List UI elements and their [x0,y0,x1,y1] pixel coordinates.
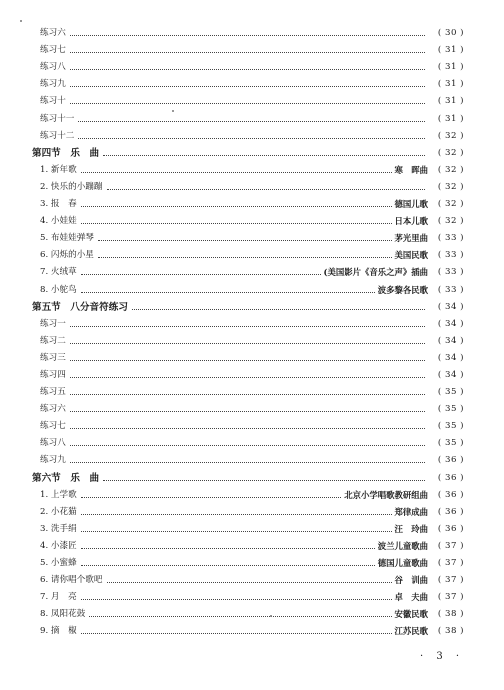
dot-leader [78,121,425,122]
toc-entry-page: ( 36 ) [437,472,464,483]
dot-leader [81,274,321,275]
toc-entry-title: 1. 上学歌 [40,489,77,500]
dot-leader [70,86,425,87]
toc-entry-title: 8. 凤阳花鼓 [40,609,86,620]
toc-entry [32,56,464,73]
toc-entry-author: 波多黎各民歌 [377,284,428,295]
toc-entry-page: ( 32 ) [437,181,464,192]
toc-entry [32,176,464,193]
dot-leader [81,172,392,173]
toc-entry-page: ( 31 ) [437,113,464,124]
scan-speck [270,615,272,617]
toc-entry-title: 练习九 [40,455,66,466]
toc-entry-title: 3. 洗手绢 [40,523,77,534]
toc-entry-title: 3. 报 春 [40,199,77,210]
table-of-contents [32,22,464,637]
toc-entry-page: ( 33 ) [437,267,464,278]
toc-entry-author: 德国儿童歌曲 [377,558,428,568]
toc-entry-page: ( 32 ) [437,164,464,175]
toc-entry [32,518,464,535]
toc-entry [32,586,464,603]
toc-entry-title: 9. 摘 椒 [40,626,77,637]
dot-leader [70,411,425,412]
toc-entry-page: ( 30 ) [437,28,464,39]
toc-entry [32,347,464,364]
toc-entry-page: ( 31 ) [437,62,464,73]
toc-entry-page: ( 36 ) [437,523,464,534]
toc-entry [32,22,464,39]
toc-entry [32,90,464,107]
toc-entry-page: ( 32 ) [437,130,464,141]
toc-entry [32,330,464,347]
toc-entry-page: ( 34 ) [437,335,464,346]
toc-entry [32,484,464,501]
toc-entry-author: 汪 玲曲 [394,523,428,534]
toc-entry [32,432,464,449]
toc-entry-author: (美国影片《音乐之声》插曲 [323,267,428,278]
toc-entry-author: 茅光里曲 [394,233,428,244]
dot-leader [78,138,425,139]
dot-leader [81,223,392,224]
toc-entry-page: ( 38 ) [437,609,464,620]
toc-entry-page: ( 37 ) [437,558,464,568]
toc-entry-page: ( 33 ) [437,250,464,261]
dot-leader [70,35,425,36]
toc-entry-title: 练习六 [40,28,66,39]
toc-entry-title: 8. 小鸵鸟 [40,284,77,295]
scan-speck [172,110,174,112]
toc-entry-author: 卓 夫曲 [394,592,428,603]
dot-leader [103,155,425,156]
toc-entry-title: 5. 小蜜蜂 [40,558,77,568]
dot-leader [70,52,425,53]
toc-entry-title: 练习二 [40,335,66,346]
dot-leader [107,189,426,190]
toc-entry-title: 练习八 [40,438,66,449]
toc-entry-author: 日本儿歌 [394,216,428,227]
toc-entry-title: 2. 快乐的小蹦蹦 [40,181,103,192]
toc-entry [32,552,464,569]
toc-entry-title: 第五节 八分音符练习 [32,301,128,313]
toc-entry-author: 波兰儿童歌曲 [377,540,428,551]
toc-entry-page: ( 32 ) [437,199,464,210]
toc-entry-title: 1. 新年歌 [40,164,77,175]
toc-entry [32,73,464,90]
toc-entry [32,244,464,261]
toc-entry [32,39,464,56]
dot-leader [70,343,425,344]
toc-entry-page: ( 31 ) [437,79,464,90]
dot-leader [70,394,425,395]
toc-entry-title: 练习十一 [40,113,75,124]
toc-entry [32,620,464,637]
toc-entry-page: ( 32 ) [437,216,464,227]
dot-leader [81,633,392,634]
dot-leader [70,377,425,378]
toc-entry-page: ( 37 ) [437,575,464,586]
toc-entry-page: ( 36 ) [437,506,464,517]
toc-entry-page: ( 35 ) [437,438,464,449]
toc-entry [32,193,464,210]
toc-entry-title: 第四节 乐 曲 [32,147,100,159]
toc-entry-title: 4. 小漆匠 [40,540,77,551]
toc-entry-page: ( 32 ) [437,147,464,158]
toc-entry [32,381,464,398]
toc-section-heading [32,142,464,159]
toc-entry-author: 美国民歌 [394,250,428,261]
dot-leader [70,103,425,104]
dot-leader [81,497,342,498]
dot-leader [70,326,425,327]
toc-entry [32,125,464,142]
toc-entry-title: 练习七 [40,45,66,56]
toc-entry-page: ( 34 ) [437,318,464,329]
toc-entry-author: 江苏民歌 [394,626,428,637]
toc-entry-page: ( 35 ) [437,404,464,415]
dot-leader [70,445,425,446]
toc-entry-title: 5. 布娃娃弹琴 [40,233,94,244]
toc-entry [32,449,464,466]
toc-entry-title: 4. 小娃娃 [40,216,77,227]
toc-entry-author: 德国儿歌 [394,199,428,210]
toc-entry-title: 练习十 [40,96,66,107]
dot-leader [98,257,392,258]
dot-leader [98,240,392,241]
dot-leader [81,292,375,293]
toc-section-heading [32,466,464,483]
toc-entry [32,501,464,518]
toc-entry [32,603,464,620]
toc-entry-title: 6. 闪烁的小星 [40,250,94,261]
toc-entry-page: ( 36 ) [437,489,464,500]
dot-leader [70,428,425,429]
toc-entry-title: 练习八 [40,62,66,73]
toc-entry [32,261,464,278]
page-number: · 3 · [420,651,465,662]
toc-entry-author: 寒 晖曲 [394,164,428,175]
toc-entry-title: 练习七 [40,421,66,432]
dot-leader [70,69,425,70]
toc-entry-page: ( 31 ) [437,45,464,56]
dot-leader [81,514,392,515]
toc-entry-title: 练习四 [40,369,66,380]
toc-entry [32,227,464,244]
dot-leader [132,309,425,310]
dot-leader [103,480,425,481]
dot-leader [81,565,375,566]
dot-leader [70,360,425,361]
toc-entry [32,415,464,432]
toc-entry [32,569,464,586]
toc-entry-author: 安徽民歌 [394,609,428,620]
toc-entry-title: 练习一 [40,318,66,329]
toc-entry-page: ( 34 ) [437,369,464,380]
toc-entry [32,278,464,295]
toc-entry [32,535,464,552]
toc-entry-title: 练习九 [40,79,66,90]
toc-entry [32,107,464,124]
dot-leader [89,616,391,617]
toc-entry-title: 练习五 [40,387,66,398]
toc-entry-title: 第六节 乐 曲 [32,472,100,484]
dot-leader [81,548,375,549]
toc-entry-page: ( 35 ) [437,387,464,398]
toc-entry-page: ( 37 ) [437,592,464,603]
toc-entry-title: 7. 火绒草 [40,267,77,278]
toc-entry [32,313,464,330]
toc-entry-title: 练习三 [40,352,66,363]
toc-entry-page: ( 37 ) [437,540,464,551]
toc-entry [32,364,464,381]
toc-entry-author: 北京小学唱歌教研组曲 [344,489,428,500]
toc-entry-title: 2. 小花猫 [40,506,77,517]
scan-speck [20,20,22,22]
toc-entry-title: 练习十二 [40,130,75,141]
toc-entry-author: 谷 训曲 [394,575,428,586]
toc-entry-page: ( 36 ) [437,455,464,466]
toc-entry-title: 6. 请你唱个歌吧 [40,575,103,586]
dot-leader [107,582,392,583]
toc-entry-page: ( 31 ) [437,96,464,107]
toc-entry-page: ( 38 ) [437,626,464,637]
toc-entry-page: ( 34 ) [437,301,464,312]
toc-entry-title: 练习六 [40,404,66,415]
toc-entry [32,210,464,227]
dot-leader [70,462,425,463]
dot-leader [81,599,392,600]
toc-entry-page: ( 34 ) [437,352,464,363]
dot-leader [81,531,392,532]
toc-section-heading [32,296,464,313]
toc-entry-page: ( 33 ) [437,284,464,295]
toc-entry-page: ( 35 ) [437,421,464,432]
toc-entry-page: ( 33 ) [437,233,464,244]
toc-entry-author: 郑律成曲 [394,506,428,517]
toc-entry [32,398,464,415]
toc-entry [32,159,464,176]
dot-leader [81,206,392,207]
toc-entry-title: 7. 月 亮 [40,592,77,603]
